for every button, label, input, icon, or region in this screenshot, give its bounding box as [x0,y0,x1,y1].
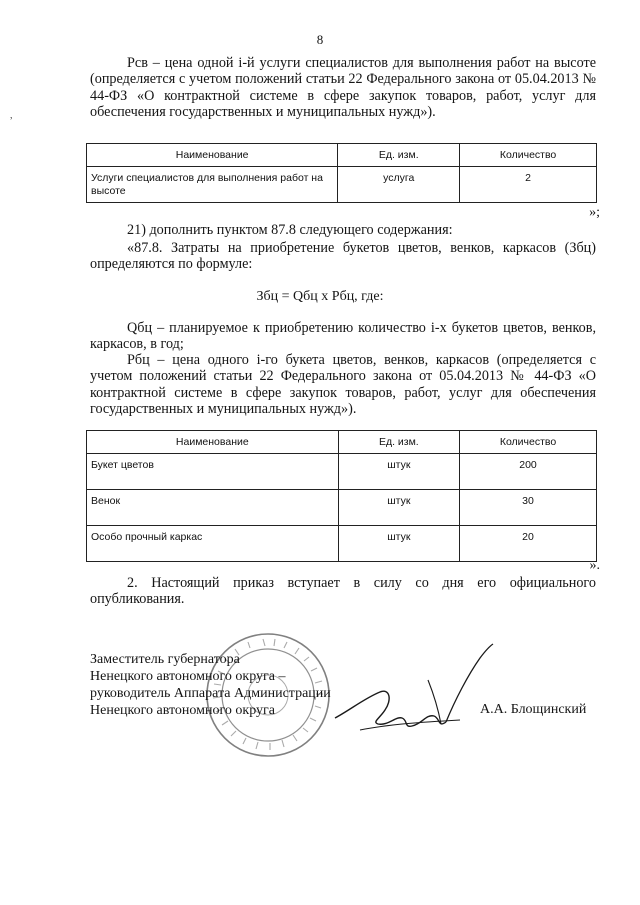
closing-quote-1: »; [589,205,600,220]
table-row [87,167,597,203]
signature-title [90,651,350,719]
paragraph-item-21: 21) дополнить пунктом 87.8 следующего содержания: [127,222,453,238]
signature-title-line: Ненецкого автономного округа – [90,669,286,684]
cell-unit: штук [338,490,459,526]
signature-title-line: Заместитель губернатора [90,652,240,667]
table-row [87,454,597,490]
table-row [87,490,597,526]
signature [330,640,505,755]
cell-quantity: 20 [460,526,597,562]
cell-unit: штук [338,526,459,562]
paragraph-price-definition: Pбц – цена одного i-го букета цветов, венков, каркасов (определяется с учетом положений статьи 22 Федерального закона от 05.04.2013 № 44-ФЗ «О контрактной системе в сфере закупок товаров, работ, услуг для обеспечения государственных и муниципальных нужд»). [90,352,596,417]
header-unit: Ед. изм. [338,431,459,454]
cell-unit: штук [338,454,459,490]
cell-name: Венок [87,490,339,526]
header-quantity: Количество [460,144,597,167]
header-name: Наименование [87,144,338,167]
cell-quantity: 30 [460,490,597,526]
services-table [86,143,597,203]
paragraph-price-service: Pсв – цена одной i-й услуги специалистов для выполнения работ на высоте (определяется с учетом положений статьи 22 Федерального закона от 05.04.2013 № 44-ФЗ «О контрактной системе в сфере закупок товаров, работ, услуг для обеспечения государственных и муниципальных нужд»). [90,55,596,120]
page-number: 8 [316,32,324,47]
closing-quote-2: ». [589,558,600,573]
cell-unit: услуга [338,167,460,203]
cell-name: Услуги специалистов для выполнения работ на высоте [87,167,338,203]
cell-quantity: 2 [460,167,597,203]
signer-name: А.А. Блощинский [480,702,587,717]
signature-title-line: Ненецкого автономного округа [90,703,275,718]
paragraph-effective-date: 2. Настоящий приказ вступает в силу со дня его официального опубликования. [90,575,596,608]
bouquets-table [86,430,597,562]
cell-name: Букет цветов [87,454,339,490]
stray-mark: , [10,110,13,121]
header-quantity: Количество [460,431,597,454]
header-unit: Ед. изм. [338,144,460,167]
signature-title-line: руководитель Аппарата Администрации [90,686,331,701]
paragraph-quantity-definition: Qбц – планируемое к приобретению количество i-х букетов цветов, венков, каркасов, в год; [90,320,596,353]
table-header-row [87,431,597,454]
table-row [87,526,597,562]
cell-name: Особо прочный каркас [87,526,339,562]
table-header-row [87,144,597,167]
formula: Збц = Qбц x Pбц, где: [256,289,384,304]
paragraph-item-87-8: «87.8. Затраты на приобретение букетов цветов, венков, каркасов (Збц) определяются по формуле: [90,240,596,273]
header-name: Наименование [87,431,339,454]
cell-quantity: 200 [460,454,597,490]
